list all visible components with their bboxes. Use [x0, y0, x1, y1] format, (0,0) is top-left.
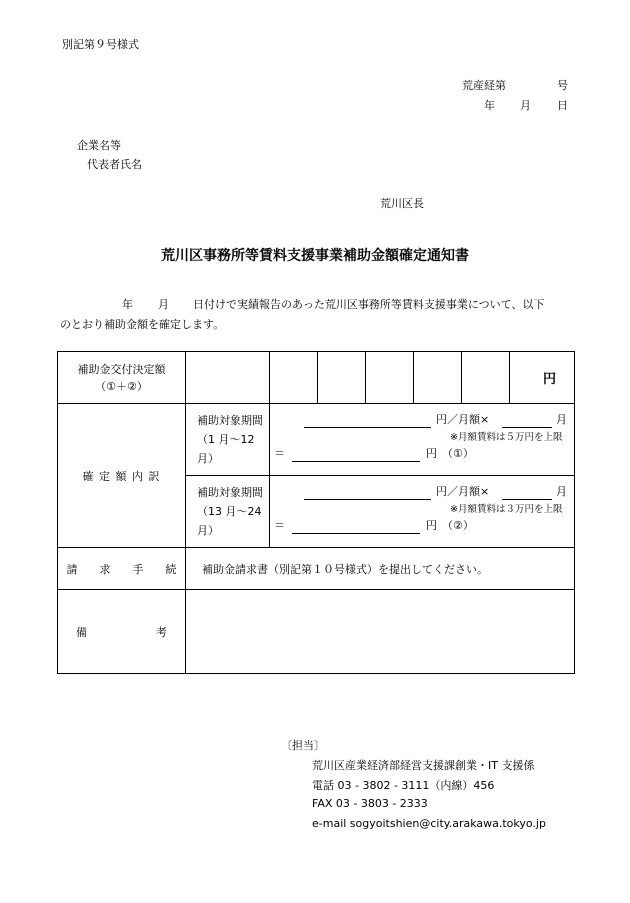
period1-calc-cell: [270, 404, 575, 476]
period1-marker: （①）: [442, 447, 474, 460]
body-line2: のとおり補助金額を確定します。: [60, 318, 225, 331]
period2-name: 補助対象期間: [197, 486, 263, 499]
table-row-remarks: [58, 590, 575, 674]
rent-blank-2: [304, 486, 431, 500]
table-row-grant-amount: [58, 352, 575, 404]
period1-range: （1 月～12 月）: [197, 433, 255, 465]
request-label: 請 求 手 続: [58, 548, 186, 590]
contact-phone: 電話 03 - 3802 - 3111（内線）456: [312, 779, 495, 792]
period2-yen: 円: [426, 519, 437, 532]
doc-number-suffix: 号: [557, 79, 568, 92]
body-year: 年: [122, 298, 133, 311]
period1-note: ※月額賃料は５万円を上限: [450, 432, 563, 443]
period1-name: 補助対象期間: [197, 414, 263, 427]
period2-month: 月: [556, 485, 567, 498]
amount-digit-cell: [186, 352, 270, 404]
grant-label-formula: （①＋②）: [95, 379, 148, 393]
period1-label-cell: [186, 404, 270, 476]
body-line1: 日付けで実績報告のあった荒川区事務所等賃料支援事業について、以下: [193, 298, 545, 311]
grant-unit: 円: [510, 352, 575, 404]
amount-digit-cell: [366, 352, 414, 404]
date-month: 月: [520, 99, 531, 112]
period1-yen: 円: [426, 447, 437, 460]
contact-department: 荒川区産業経済部経営支援課創業・IT 支援係: [312, 759, 535, 772]
date-day: 日: [557, 99, 568, 112]
grant-label: 補助金交付決定額: [77, 362, 166, 376]
subtotal-blank-2: [292, 520, 420, 534]
breakdown-label: 確 定 額 内 訳: [58, 404, 186, 548]
table-row-period1: [58, 404, 575, 476]
remarks-label-left: 備: [76, 625, 87, 639]
form-number: 別記第９号様式: [62, 38, 139, 51]
period2-yen-month: 円／月額×: [436, 485, 490, 498]
period2-equals: ＝: [274, 519, 285, 532]
period2-range: （13 月～24 月）: [197, 505, 262, 537]
remarks-field: [186, 590, 575, 674]
period1-equals: ＝: [274, 447, 285, 460]
period2-note: ※月額賃料は３万円を上限: [450, 504, 563, 515]
table-row-request: [58, 548, 575, 590]
body-month: 月: [158, 298, 169, 311]
period2-label-cell: [186, 476, 270, 548]
doc-number-prefix: 荒産経第: [462, 79, 506, 92]
grant-label-cell: [58, 352, 186, 404]
remarks-label-cell: [58, 590, 186, 674]
sender: 荒川区長: [380, 197, 424, 210]
months-blank-2: [502, 486, 552, 500]
amount-digit-cell: [414, 352, 462, 404]
period1-month: 月: [556, 413, 567, 426]
amount-digit-cell: [462, 352, 510, 404]
contact-fax: FAX 03 - 3803 - 2333: [312, 797, 428, 810]
recipient-representative: 代表者氏名: [87, 158, 142, 171]
recipient-company: 企業名等: [77, 139, 121, 152]
date-year: 年: [484, 99, 495, 112]
rent-blank-1: [304, 414, 431, 428]
period1-yen-month: 円／月額×: [436, 413, 490, 426]
months-blank-1: [502, 414, 552, 428]
document-title: 荒川区事務所等賃料支援事業補助金額確定通知書: [161, 248, 469, 264]
subtotal-blank-1: [292, 448, 420, 462]
period2-calc-cell: [270, 476, 575, 548]
notice-table: [57, 351, 575, 674]
amount-digit-cell: [270, 352, 318, 404]
contact-heading: 〔担当〕: [281, 739, 325, 752]
contact-email: e-mail sogyoitshien@city.arakawa.tokyo.jp: [312, 817, 546, 830]
request-text: 補助金請求書（別記第１０号様式）を提出してください。: [186, 548, 575, 590]
period2-marker: （②）: [442, 519, 474, 532]
amount-digit-cell: [318, 352, 366, 404]
remarks-label-right: 考: [156, 625, 167, 639]
